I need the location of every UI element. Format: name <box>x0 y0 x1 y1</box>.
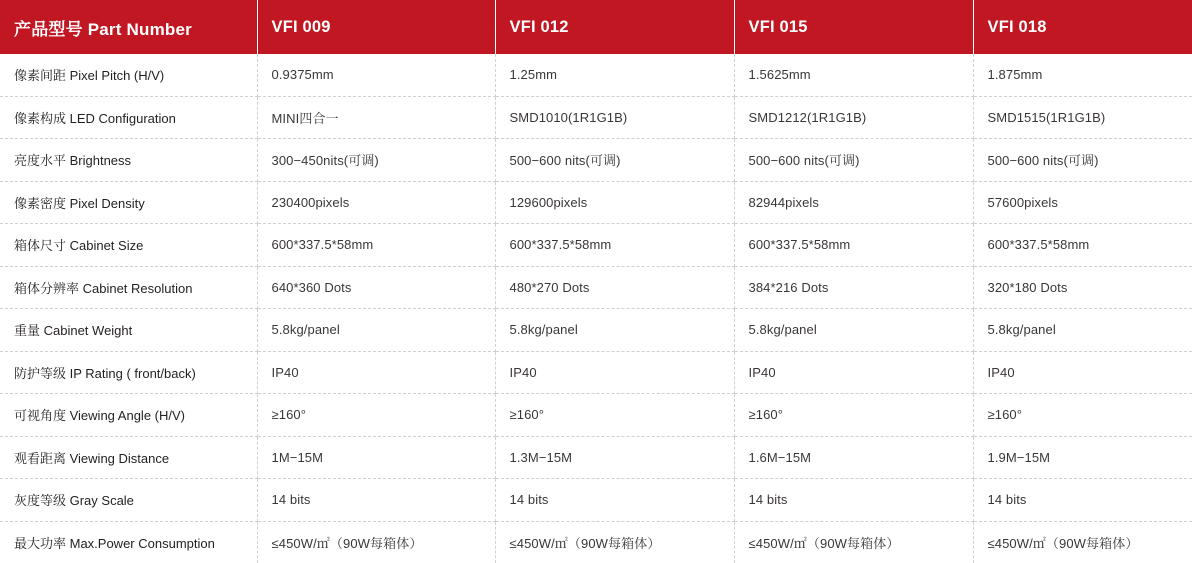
row-label: 像素构成 LED Configuration <box>0 96 257 139</box>
row-label: 箱体分辨率 Cabinet Resolution <box>0 266 257 309</box>
table-row <box>0 394 1192 437</box>
row-label: 防护等级 IP Rating ( front/back) <box>0 351 257 394</box>
row-label: 重量 Cabinet Weight <box>0 309 257 352</box>
row-label: 亮度水平 Brightness <box>0 139 257 182</box>
row-value: 300−450nits(可调) <box>257 139 495 182</box>
row-value: ≤450W/㎡（90W每箱体） <box>987 535 1139 551</box>
row-label: 箱体尺寸 Cabinet Size <box>0 224 257 267</box>
row-value: 1M−15M <box>257 436 495 479</box>
row-value: 600*337.5*58mm <box>495 224 734 267</box>
table-row <box>0 309 1192 352</box>
row-value: IP40 <box>495 351 734 394</box>
row-value: 14 bits <box>257 479 495 522</box>
table-row <box>0 224 1192 267</box>
row-value: SMD1212(1R1G1B) <box>734 96 973 139</box>
row-value: 5.8kg/panel <box>257 309 495 352</box>
row-value: 1.5625mm <box>734 54 973 96</box>
row-value: 1.25mm <box>495 54 734 96</box>
row-value: 640*360 Dots <box>257 266 495 309</box>
row-value: ≤450W/㎡（90W每箱体） <box>495 521 734 563</box>
row-value: 1.875mm <box>973 54 1192 96</box>
row-value: ≤450W/㎡（90W每箱体） <box>257 521 495 563</box>
row-value: ≥160° <box>973 394 1192 437</box>
table-row <box>0 181 1192 224</box>
row-value: 82944pixels <box>734 181 973 224</box>
table-row <box>0 266 1192 309</box>
row-label: 像素间距 Pixel Pitch (H/V) <box>0 54 257 96</box>
row-value: 500−600 nits(可调) <box>495 139 734 182</box>
table-row <box>0 96 1192 139</box>
row-value: 14 bits <box>973 479 1192 522</box>
row-value: 14 bits <box>734 479 973 522</box>
row-value: 129600pixels <box>495 181 734 224</box>
row-value: 230400pixels <box>257 181 495 224</box>
row-label: 灰度等级 Gray Scale <box>0 479 257 522</box>
column-header-vfi-015: VFI 015 <box>734 0 973 54</box>
table-body <box>0 54 1192 563</box>
row-value: SMD1515(1R1G1B) <box>973 96 1192 139</box>
row-label: 可视角度 Viewing Angle (H/V) <box>0 394 257 437</box>
row-value: ≥160° <box>495 394 734 437</box>
column-header-vfi-018: VFI 018 <box>973 0 1192 54</box>
row-value: 1.6M−15M <box>734 436 973 479</box>
row-value: SMD1010(1R1G1B) <box>495 96 734 139</box>
row-value: 57600pixels <box>973 181 1192 224</box>
table-row <box>0 436 1192 479</box>
row-value: 600*337.5*58mm <box>973 224 1192 267</box>
column-header-vfi-009: VFI 009 <box>257 0 495 54</box>
row-value: ≤450W/㎡（90W每箱体） <box>734 521 973 563</box>
table-row <box>0 54 1192 96</box>
table-row <box>0 521 1192 563</box>
row-value: IP40 <box>734 351 973 394</box>
row-label: 观看距离 Viewing Distance <box>0 436 257 479</box>
row-value: 320*180 Dots <box>973 266 1192 309</box>
row-value: 500−600 nits(可调) <box>973 139 1192 182</box>
row-label: 最大功率 Max.Power Consumption <box>0 521 257 563</box>
row-value: 600*337.5*58mm <box>734 224 973 267</box>
row-value: ≥160° <box>734 394 973 437</box>
column-header-part-number: 产品型号 Part Number <box>0 0 257 54</box>
column-header-vfi-012: VFI 012 <box>495 0 734 54</box>
table-header-row <box>0 0 1192 54</box>
row-label: 像素密度 Pixel Density <box>0 181 257 224</box>
table-row <box>0 479 1192 522</box>
row-value: IP40 <box>257 351 495 394</box>
table-header <box>0 0 1192 54</box>
row-value: 384*216 Dots <box>734 266 973 309</box>
row-value: 480*270 Dots <box>495 266 734 309</box>
table-row <box>0 351 1192 394</box>
row-value: 500−600 nits(可调) <box>734 139 973 182</box>
row-value: IP40 <box>973 351 1192 394</box>
row-value: 5.8kg/panel <box>973 309 1192 352</box>
row-value: 1.3M−15M <box>495 436 734 479</box>
row-value: 5.8kg/panel <box>734 309 973 352</box>
row-value: 600*337.5*58mm <box>257 224 495 267</box>
row-value: 14 bits <box>495 479 734 522</box>
row-value: ≥160° <box>257 394 495 437</box>
row-value: 0.9375mm <box>257 54 495 96</box>
row-value: MINI四合一 <box>257 96 495 139</box>
table-row <box>0 139 1192 182</box>
row-value: 5.8kg/panel <box>495 309 734 352</box>
row-value: 1.9M−15M <box>973 436 1192 479</box>
